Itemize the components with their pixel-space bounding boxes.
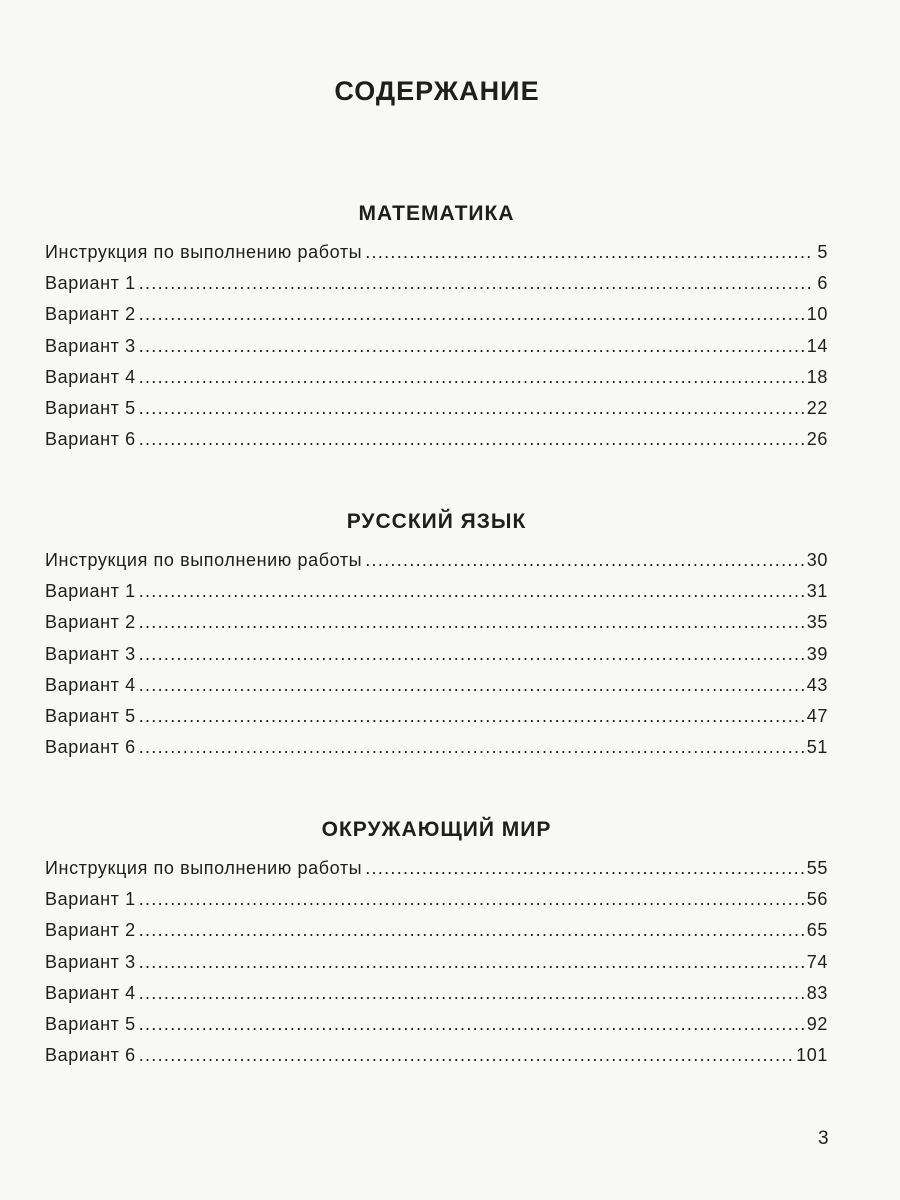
dot-leader [139,644,804,665]
toc-entry [45,706,828,737]
toc-entry [45,737,828,768]
toc-entry-label: Вариант 6 [45,737,136,758]
toc-entry-label: Вариант 4 [45,674,136,695]
dot-leader [139,398,804,419]
toc-entry-label: Вариант 3 [45,335,136,356]
toc-entry-page: 74 [806,951,828,972]
dot-leader [139,429,804,450]
toc-entry-page: 5 [817,242,828,262]
toc-entry-page: 83 [806,982,828,1003]
toc-entry-label: Вариант 1 [45,273,136,294]
toc-entry-label: Вариант 4 [45,366,136,387]
toc-entry [45,1014,828,1045]
toc-entry-label: Вариант 3 [45,951,136,972]
section-heading: РУССКИЙ ЯЗЫК [346,510,527,533]
toc-entry-label: Инструкция по выполнению работы [45,242,363,262]
toc-entry-label: Вариант 5 [45,397,136,418]
toc-entry-page: 47 [806,705,828,726]
toc-entry-label: Вариант 1 [45,581,136,602]
toc-entry-page: 14 [806,335,828,356]
toc-entry-label: Вариант 5 [45,705,136,726]
dot-leader [139,952,804,973]
toc-entry [45,858,828,889]
toc-entry [45,1045,828,1076]
dot-leader [139,983,804,1004]
toc-entry [45,398,828,429]
dot-leader [139,336,804,357]
dot-leader [365,242,814,263]
dot-leader [139,889,804,910]
dot-leader [139,304,804,325]
toc-entry-page: 31 [806,581,828,602]
section-heading: МАТЕМАТИКА [358,202,515,225]
toc-entry-label: Вариант 2 [45,920,136,941]
dot-leader [365,858,804,879]
toc-entry-page: 22 [806,397,828,418]
toc-entry-page: 65 [806,920,828,941]
page-title: СОДЕРЖАНИЕ [334,76,540,106]
toc-entry [45,550,828,581]
dot-leader [365,550,804,571]
page-number: 3 [818,1128,829,1149]
toc-entry [45,336,828,367]
toc-entry [45,675,828,706]
dot-leader [139,273,815,294]
toc-entry-page: 43 [806,674,828,695]
toc-entry-label: Инструкция по выполнению работы [45,858,363,878]
dot-leader [139,612,804,633]
toc-entry-label: Вариант 1 [45,889,136,910]
toc-entry-page: 56 [806,889,828,910]
toc-section-russian [45,510,828,768]
dot-leader [139,920,804,941]
toc-entry-label: Вариант 5 [45,1013,136,1034]
dot-leader [139,675,804,696]
dot-leader [139,1045,793,1066]
toc-entry-page: 35 [806,612,828,633]
toc-entry-label: Вариант 4 [45,982,136,1003]
toc-entry-page: 39 [806,643,828,664]
dot-leader [139,367,804,388]
toc-entry-page: 92 [806,1013,828,1034]
toc-entry [45,644,828,675]
section-heading: ОКРУЖАЮЩИЙ МИР [321,818,552,841]
toc-entry-label: Инструкция по выполнению работы [45,550,363,570]
toc-entry [45,952,828,983]
toc-entry-label: Вариант 2 [45,612,136,633]
toc-entry-label: Вариант 6 [45,429,136,450]
toc-section-math [45,202,828,460]
toc-entry [45,983,828,1014]
toc-entry-page: 51 [806,737,828,758]
toc-entry [45,429,828,460]
toc-entry [45,367,828,398]
toc-entry-page: 18 [806,366,828,387]
dot-leader [139,706,804,727]
toc-entry [45,242,828,273]
toc-entry-page: 26 [806,429,828,450]
toc-entry-page: 10 [806,304,828,325]
toc-entry-page: 101 [796,1045,828,1066]
toc-entry-label: Вариант 2 [45,304,136,325]
toc-entry-label: Вариант 6 [45,1045,136,1066]
dot-leader [139,1014,804,1035]
toc-section-world [45,818,828,1076]
toc-entry [45,273,828,304]
toc-entry [45,612,828,643]
toc-entry-page: 30 [806,550,828,570]
toc-entry-label: Вариант 3 [45,643,136,664]
toc-entry [45,920,828,951]
dot-leader [139,581,804,602]
toc-entry [45,304,828,335]
dot-leader [139,737,804,758]
toc-entry-page: 6 [817,273,828,294]
toc-entry [45,889,828,920]
toc-entry-page: 55 [806,858,828,878]
toc-entry [45,581,828,612]
